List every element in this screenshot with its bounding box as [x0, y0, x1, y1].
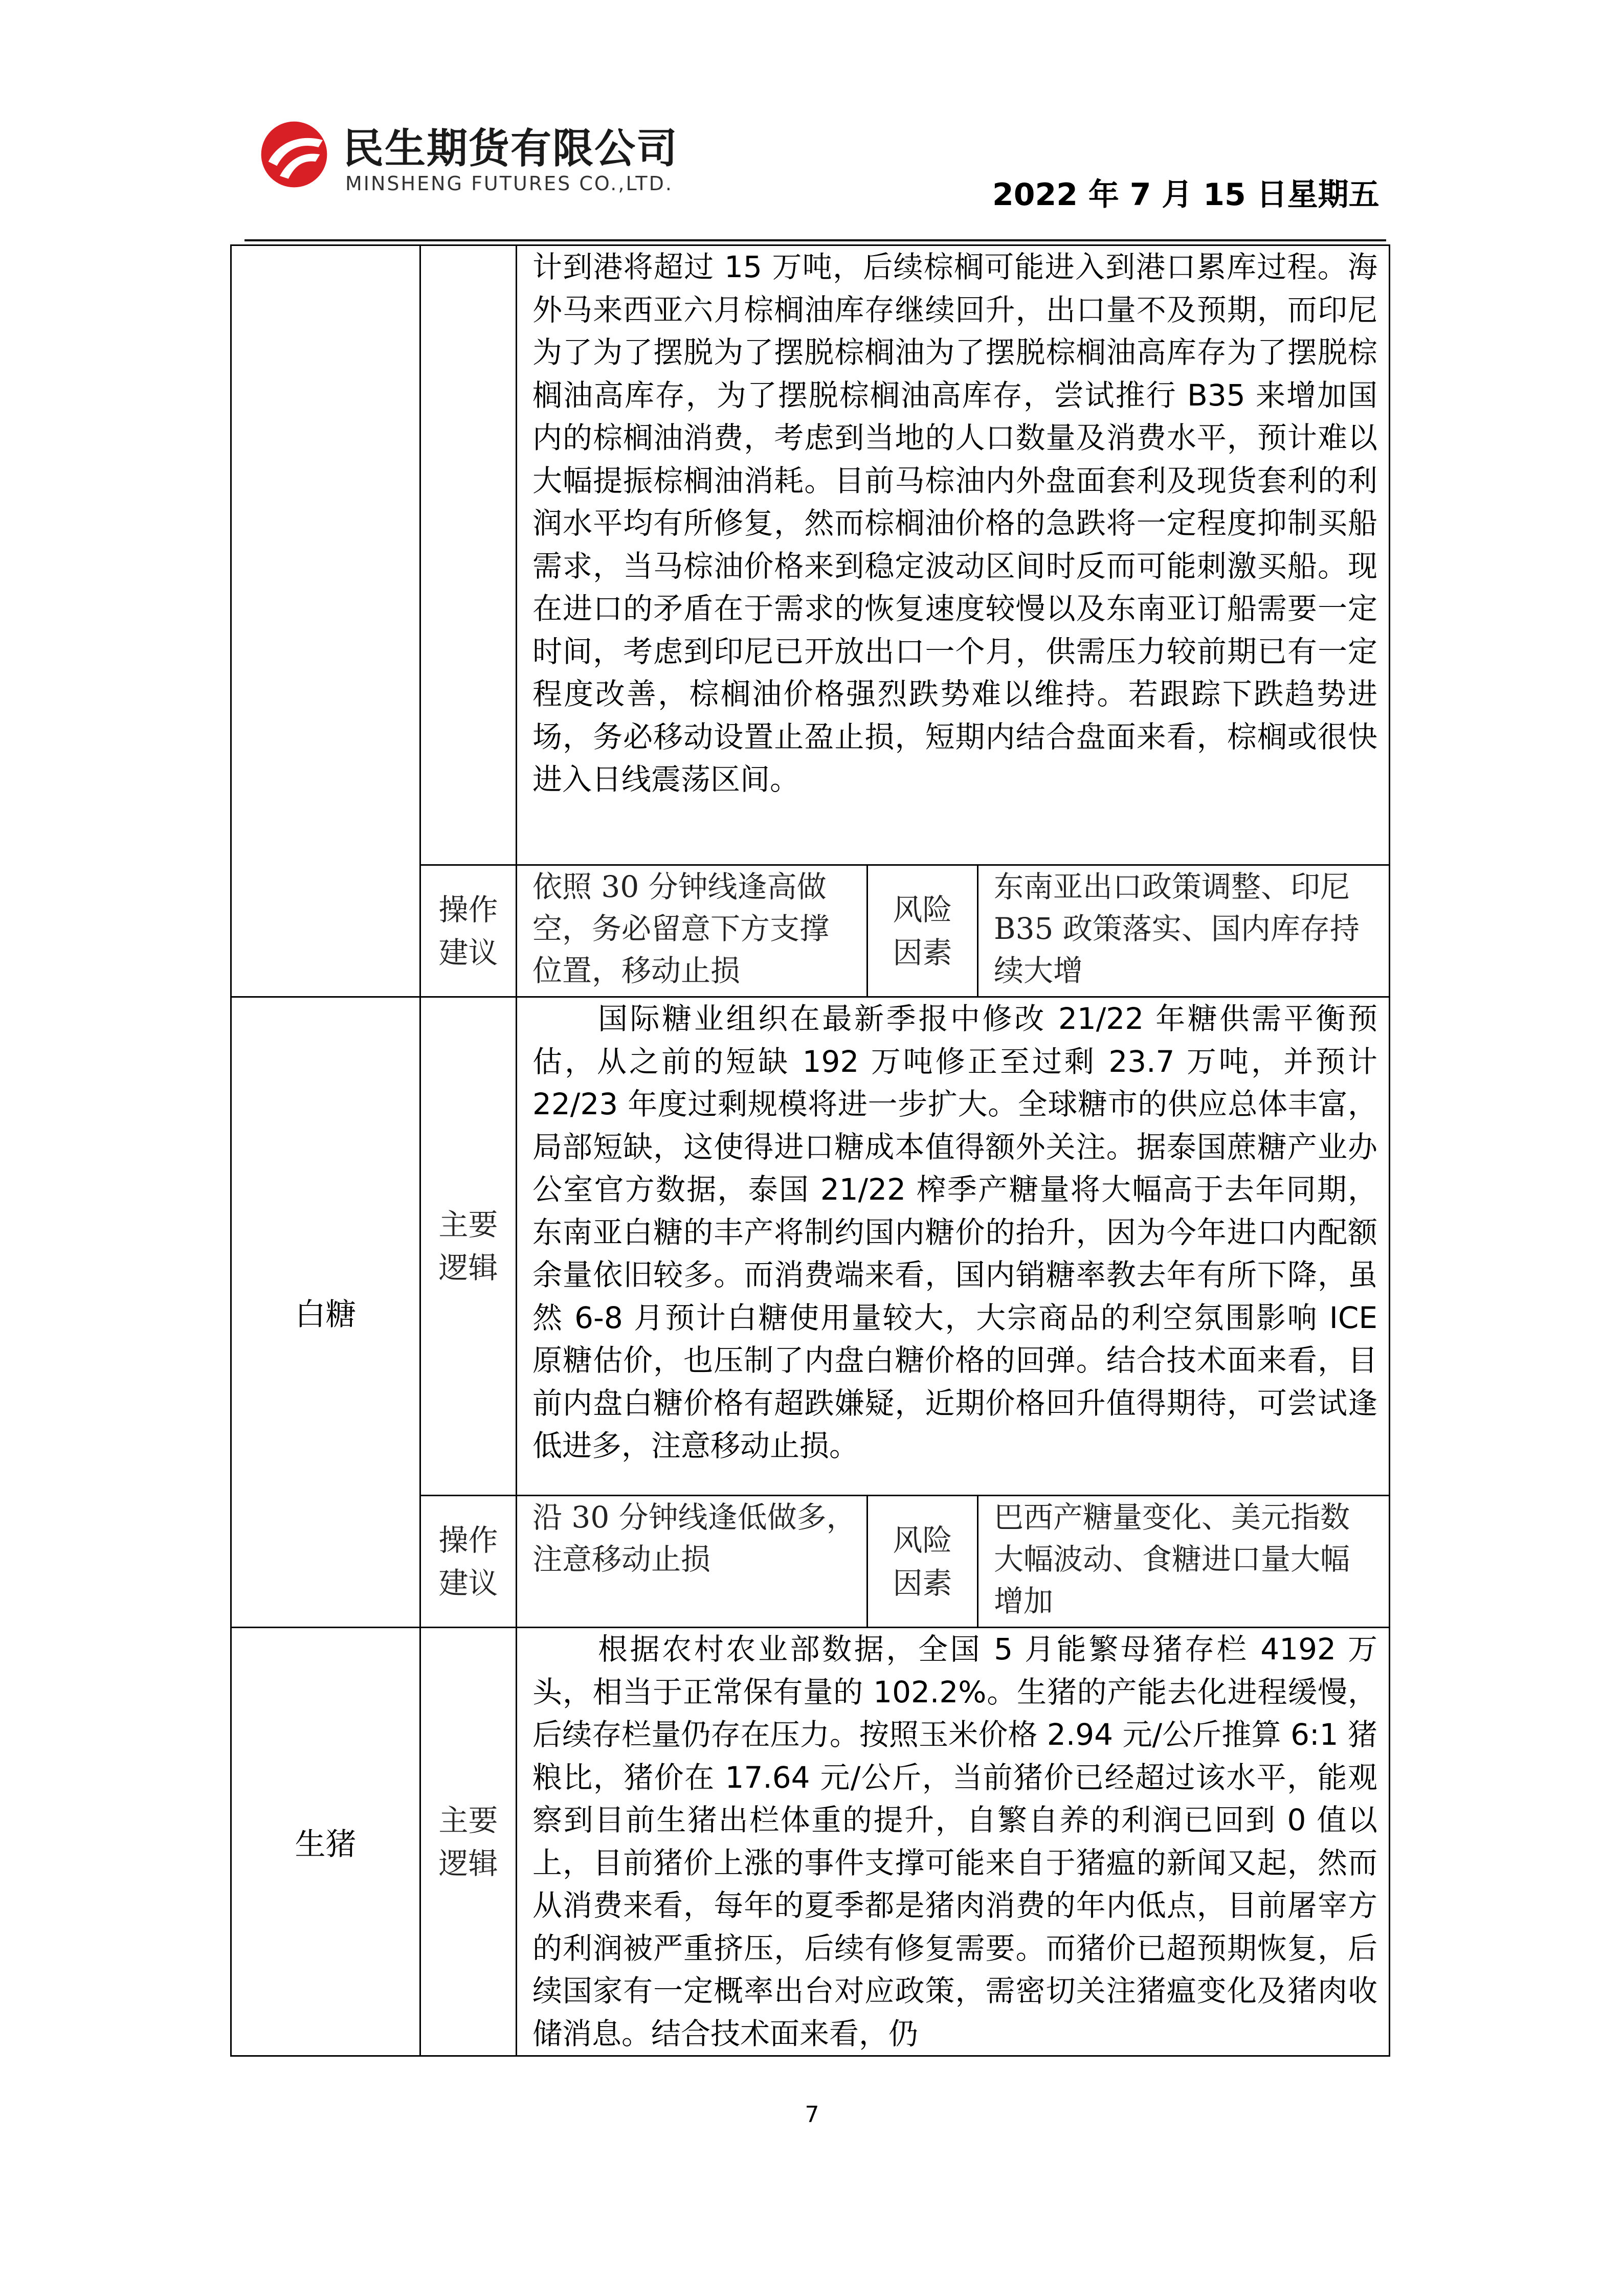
minsheng-logo-icon [258, 119, 330, 190]
company-name-cn: 民生期货有限公司 [343, 125, 678, 172]
logic-text-cell [517, 245, 1390, 865]
commodity-cell: 白糖 [231, 997, 420, 1628]
hog-logic-row [231, 1628, 1390, 2056]
logic-label: 主要 逻辑 [420, 1628, 517, 2056]
op-advice-text: 依照 30 分钟线逢高做空，务必留意下方支撑位置，移动止损 [517, 865, 867, 997]
op-label: 操作 建议 [420, 1496, 517, 1628]
commodity-cell: 生猪 [231, 1628, 420, 2056]
logic-label [420, 245, 517, 865]
company-name-en: MINSHENG FUTURES CO.,LTD. [345, 172, 673, 195]
logic-label: 主要 逻辑 [420, 997, 517, 1496]
logic-text-cell [517, 1628, 1390, 2056]
sugar-logic-row [231, 997, 1390, 1496]
logic-paragraph: 计到港将超过 15 万吨，后续棕榈可能进入到港口累库过程。海外马来西亚六月棕榈油库存继续回升，出口量不及预期，而印尼为了为了摆脱为了摆脱棕榈油为了摆脱棕榈油高库存为了摆脱棕榈油高库存，为了摆脱棕榈油高库存，尝试推行 B35 来增加国内的棕榈油消费，考虑到当地的人口数量及消费水平，预计难以大幅提振棕榈油消耗。目前马棕油内外盘面套利及现货套利的利润水平均有所修复，然而棕榈油价格的急跌将一定程度抑制买船需求，当马棕油价格来到稳定波动区间时反而可能刺激买船。现在进口的矛盾在于需求的恢复速度较慢以及东南亚订船需要一定时间，考虑到印尼已开放出口一个月，供需压力较前期已有一定程度改善，棕榈油价格强烈跌势难以维持。若跟踪下跌趋势进场，务必移动设置止盈止损，短期内结合盘面来看，棕榈或很快进入日线震荡区间。 [532, 250, 1377, 797]
commodity-analysis-table [230, 244, 1390, 2057]
header-rule [244, 239, 1386, 241]
logic-paragraph: 根据农村农业部数据，全国 5 月能繁母猪存栏 4192 万头，相当于正常保有量的 102.2%。生猪的产能去化进程缓慢，后续存栏量仍存在压力。按照玉米价格 2.94 元/公斤推算 6:1 猪粮比，猪价在 17.64 元/公斤，当前猪价已经超过该水平，能观察到目前生猪出栏体重的提升，自繁自养的利润已回到 0 值以上，目前猪价上涨的事件支撑可能来自于猪瘟的新闻又起，然而从消费来看，每年的夏季都是猪肉消费的年内低点，目前屠宰方的利润被严重挤压，后续有修复需要。而猪价已超预期恢复，后续国家有一定概率出台对应政策，需密切关注猪瘟变化及猪肉收储消息。结合技术面来看，仍 [532, 1632, 1377, 2051]
logic-paragraph: 国际糖业组织在最新季报中修改 21/22 年糖供需平衡预估，从之前的短缺 192 万吨修正至过剩 23.7 万吨，并预计 22/23 年度过剩规模将进一步扩大。全球糖市的供应总体丰富，局部短缺，这使得进口糖成本值得额外关注。据泰国蔗糖产业办公室官方数据，泰国 21/22 榨季产糖量将大幅高于去年同期，东南亚白糖的丰产将制约国内糖价的抬升，因为今年进口内配额余量依旧较多。而消费端来看，国内销糖率教去年有所下降，虽然 6-8 月预计白糖使用量较大，大宗商品的利空氛围影响 ICE 原糖估价，也压制了内盘白糖价格的回弹。结合技术面来看，目前内盘白糖价格有超跌嫌疑，近期价格回升值得期待，可尝试逢低进多，注意移动止损。 [532, 1001, 1377, 1463]
op-advice-text: 沿 30 分钟线逢低做多，注意移动止损 [517, 1496, 867, 1628]
palm-logic-row [231, 245, 1390, 865]
risk-text: 东南亚出口政策调整、印尼 B35 政策落实、国内库存持续大增 [978, 865, 1390, 997]
risk-label: 风险 因素 [867, 1496, 978, 1628]
risk-label: 风险 因素 [867, 865, 978, 997]
commodity-cell [231, 245, 420, 997]
op-label: 操作 建议 [420, 865, 517, 997]
report-date: 2022 年 7 月 15 日星期五 [992, 177, 1380, 213]
page-number: 7 [805, 2102, 819, 2128]
logic-text-cell [517, 997, 1390, 1496]
risk-text: 巴西产糖量变化、美元指数大幅波动、食糖进口量大幅增加 [978, 1496, 1390, 1628]
